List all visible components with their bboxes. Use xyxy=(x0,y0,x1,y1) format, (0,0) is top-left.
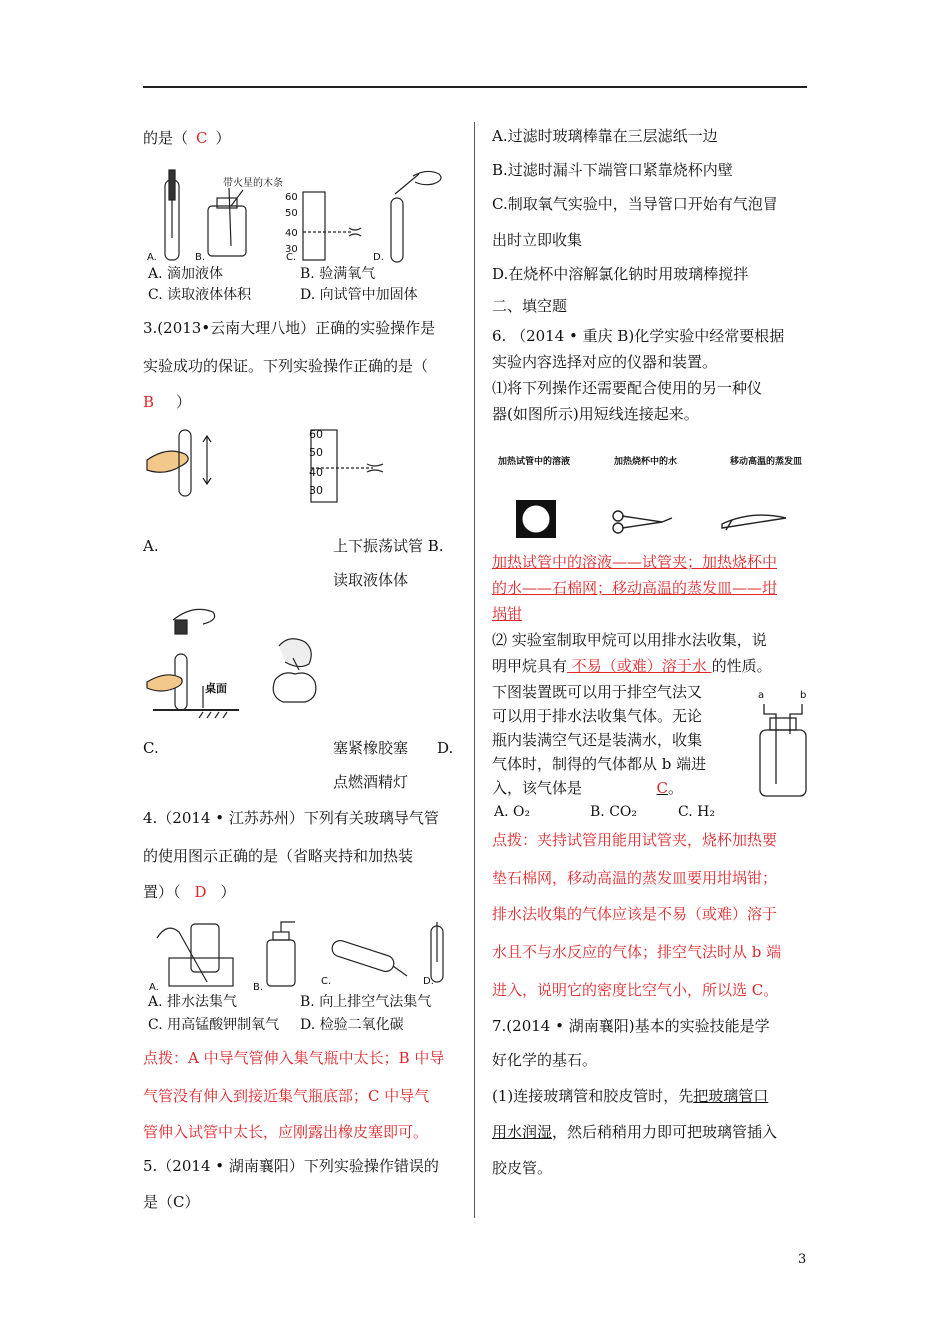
q6-3-line3: 瓶内装满空气还是装满水，收集 xyxy=(492,731,703,749)
q6-2-line2: 明甲烷具有 不易（或难）溶于水 的性质。 xyxy=(492,657,772,675)
svg-text:60: 60 xyxy=(309,428,323,441)
option-b: B. 验满氧气 xyxy=(300,266,376,282)
q6-line3: ⑴将下列操作还需要配合使用的另一种仪 xyxy=(492,379,763,397)
hint6-line5: 进入，说明它的密度比空气小，所以选 C。 xyxy=(492,981,779,999)
svg-text:B.: B. xyxy=(253,982,264,992)
svg-text:60: 60 xyxy=(285,192,298,203)
option-c: C. 用高锰酸钾制氧气 xyxy=(148,1017,280,1033)
q3-line2: 实验成功的保证。下列实验操作正确的是（ xyxy=(143,357,429,375)
q5-option-a: A.过滤时玻璃棒靠在三层滤纸一边 xyxy=(492,127,718,145)
q5-line2: 是（C） xyxy=(143,1193,200,1211)
svg-text:B.: B. xyxy=(195,252,206,263)
gas-bottle-icon xyxy=(191,924,219,972)
test-tube-icon xyxy=(330,939,396,974)
gas-bottle-icon xyxy=(267,940,295,986)
hint4-line3: 管伸入试管中太长，应刚露出橡皮塞即可。 xyxy=(143,1123,429,1141)
option-c: C. 读取液体体积 xyxy=(148,287,252,303)
ans6-line3: 埚钳 xyxy=(492,605,523,623)
svg-text:C.: C. xyxy=(321,976,332,987)
tube-a-icon xyxy=(764,704,776,784)
svg-text:50: 50 xyxy=(309,446,323,459)
svg-text:40: 40 xyxy=(285,228,298,239)
q6-line4: 器(如图所示)用短线连接起来。 xyxy=(492,405,699,423)
svg-text:30: 30 xyxy=(309,484,323,497)
gas-bottle-icon xyxy=(208,206,246,256)
svg-text:A.: A. xyxy=(149,982,159,992)
svg-text:50: 50 xyxy=(285,208,298,219)
svg-text:带火星的木条: 带火星的木条 xyxy=(223,178,283,189)
q6-option-b: B. CO₂ xyxy=(590,804,637,820)
svg-text:A.: A. xyxy=(147,252,157,263)
svg-text:b: b xyxy=(800,690,807,701)
q3-answer: B ） xyxy=(143,393,192,411)
svg-text:桌面: 桌面 xyxy=(205,682,227,695)
option-a: A. 滴加液体 xyxy=(148,266,224,282)
column-divider xyxy=(474,122,475,1218)
q5-option-c: C.制取氧气实验中，当导管口开始有气泡冒 xyxy=(492,195,778,213)
option-b: B. 向上排空气法集气 xyxy=(300,994,432,1010)
q3-a-text: 上下振荡试管 B. xyxy=(333,537,444,555)
q7-1-line2: 用水润湿，然后稍稍用力即可把玻璃管插入 xyxy=(492,1123,778,1141)
q3-c-text: 塞紧橡胶塞 xyxy=(333,739,409,757)
figure-q6-instruments xyxy=(492,446,812,542)
q7-1-line1: (1)连接玻璃管和胶皮管时，先把玻璃管口 xyxy=(492,1087,769,1105)
svg-text:加热试管中的溶液: 加热试管中的溶液 xyxy=(498,457,571,467)
graduated-cylinder-icon xyxy=(303,192,325,260)
section-title: 二、填空题 xyxy=(492,297,568,315)
svg-text:加热烧杯中的水: 加热烧杯中的水 xyxy=(614,457,678,467)
test-tube-clamp-icon xyxy=(613,511,623,521)
q6-3-line5: 入，该气体是 C。 xyxy=(492,779,684,797)
q6-3-line4: 气体时，制得的气体都从 b 端进 xyxy=(492,755,707,773)
rubber-stopper-icon xyxy=(175,620,187,634)
q2-tail: 的是（ C ） xyxy=(143,129,231,147)
figure-q3-ab xyxy=(143,424,403,504)
q6-line2: 实验内容选择对应的仪器和装置。 xyxy=(492,353,718,371)
svg-text:30: 30 xyxy=(285,244,298,255)
q6-3-line2: 可以用于排水法收集气体。无论 xyxy=(492,707,703,725)
q3-c-label: C. xyxy=(143,739,159,757)
test-tube-icon xyxy=(391,198,403,262)
q7-1-line3: 胶皮管。 xyxy=(492,1159,553,1177)
hint4-line2: 气管没有伸入到接近集气瓶底部；C 中导气 xyxy=(143,1087,430,1105)
hand-icon xyxy=(413,171,441,184)
svg-text:a: a xyxy=(758,690,765,701)
svg-text:D.: D. xyxy=(423,976,434,987)
q4-line1: 4.（2014 • 江苏苏州）下列有关玻璃导气管 xyxy=(143,809,439,827)
gas-bottle-icon xyxy=(760,730,806,796)
hint6-line4: 水且不与水反应的气体；排空气法时从 b 端 xyxy=(492,943,782,961)
q5-line1: 5.（2014 • 湖南襄阳）下列实验操作错误的 xyxy=(143,1157,439,1175)
hint6-line1: 点拨：夹持试管用能用试管夹，烧杯加热要 xyxy=(492,831,778,849)
figure-q6-gas-bottle xyxy=(752,686,812,800)
q5-option-c-cont: 出时立即收集 xyxy=(492,231,583,249)
q6-option-a: A. O₂ xyxy=(494,804,531,820)
hint6-line3: 排水法收集的气体应该是不易（或难）溶于 xyxy=(492,905,778,923)
q6-2-line1: ⑵ 实验室制取甲烷可以用排水法收集，说 xyxy=(492,631,767,649)
svg-text:移动高温的蒸发皿: 移动高温的蒸发皿 xyxy=(730,457,803,467)
q3-b-text: 读取液体体 xyxy=(333,571,409,589)
q4-line3: 置）（ D ） xyxy=(143,883,236,901)
q5-option-b: B.过滤时漏斗下端管口紧靠烧杯内壁 xyxy=(492,161,733,179)
q5-option-d: D.在烧杯中溶解氯化钠时用玻璃棒搅拌 xyxy=(492,265,749,283)
alcohol-lamp-icon xyxy=(273,673,316,702)
delivery-tube-icon xyxy=(157,928,207,982)
eye-icon xyxy=(367,464,383,472)
q6-line1: 6. （2014 • 重庆 B)化学实验中经常要根据 xyxy=(492,327,785,345)
q3-d-label: D. xyxy=(437,739,454,757)
q6-3-line1: 下图装置既可以用于排空气法又 xyxy=(492,683,703,701)
q3-d-text: 点燃酒精灯 xyxy=(333,773,409,791)
q3-a-label: A. xyxy=(143,537,159,555)
q3-line1: 3.(2013•云南大理八地）正确的实验操作是 xyxy=(143,319,436,337)
svg-text:40: 40 xyxy=(309,466,323,479)
figure-q4-tubes xyxy=(143,918,463,992)
hand-icon xyxy=(147,451,188,472)
hint4-line1: 点拨：A 中导气管伸入集气瓶中太长；B 中导 xyxy=(143,1049,445,1067)
svg-text:D.: D. xyxy=(373,252,384,263)
option-a: A. 排水法集气 xyxy=(148,994,238,1010)
figure-q3-cd xyxy=(143,598,383,720)
ans6-line1: 加热试管中的溶液——试管夹；加热烧杯中 xyxy=(492,553,778,571)
q6-option-c: C. H₂ xyxy=(678,804,715,820)
header-rule xyxy=(143,86,807,88)
q4-line2: 的使用图示正确的是（省略夹持和加热装 xyxy=(143,847,414,865)
figure-q2-operations xyxy=(143,168,463,264)
dropper-icon xyxy=(169,170,175,200)
hint6-line2: 垫石棉网，移动高温的蒸发皿要用坩埚钳； xyxy=(492,869,778,887)
q7-line1: 7.(2014 • 湖南襄阳)基本的实验技能是学 xyxy=(492,1017,770,1035)
hand-icon xyxy=(147,675,182,691)
ans6-line2: 的水——石棉网；移动高温的蒸发皿——坩 xyxy=(492,579,778,597)
option-d: D. 向试管中加固体 xyxy=(300,287,418,303)
svg-text:C.: C. xyxy=(286,252,297,263)
q7-line2: 好化学的基石。 xyxy=(492,1051,598,1069)
option-d: D. 检验二氧化碳 xyxy=(300,1017,404,1033)
page-number: 3 xyxy=(798,1252,807,1267)
